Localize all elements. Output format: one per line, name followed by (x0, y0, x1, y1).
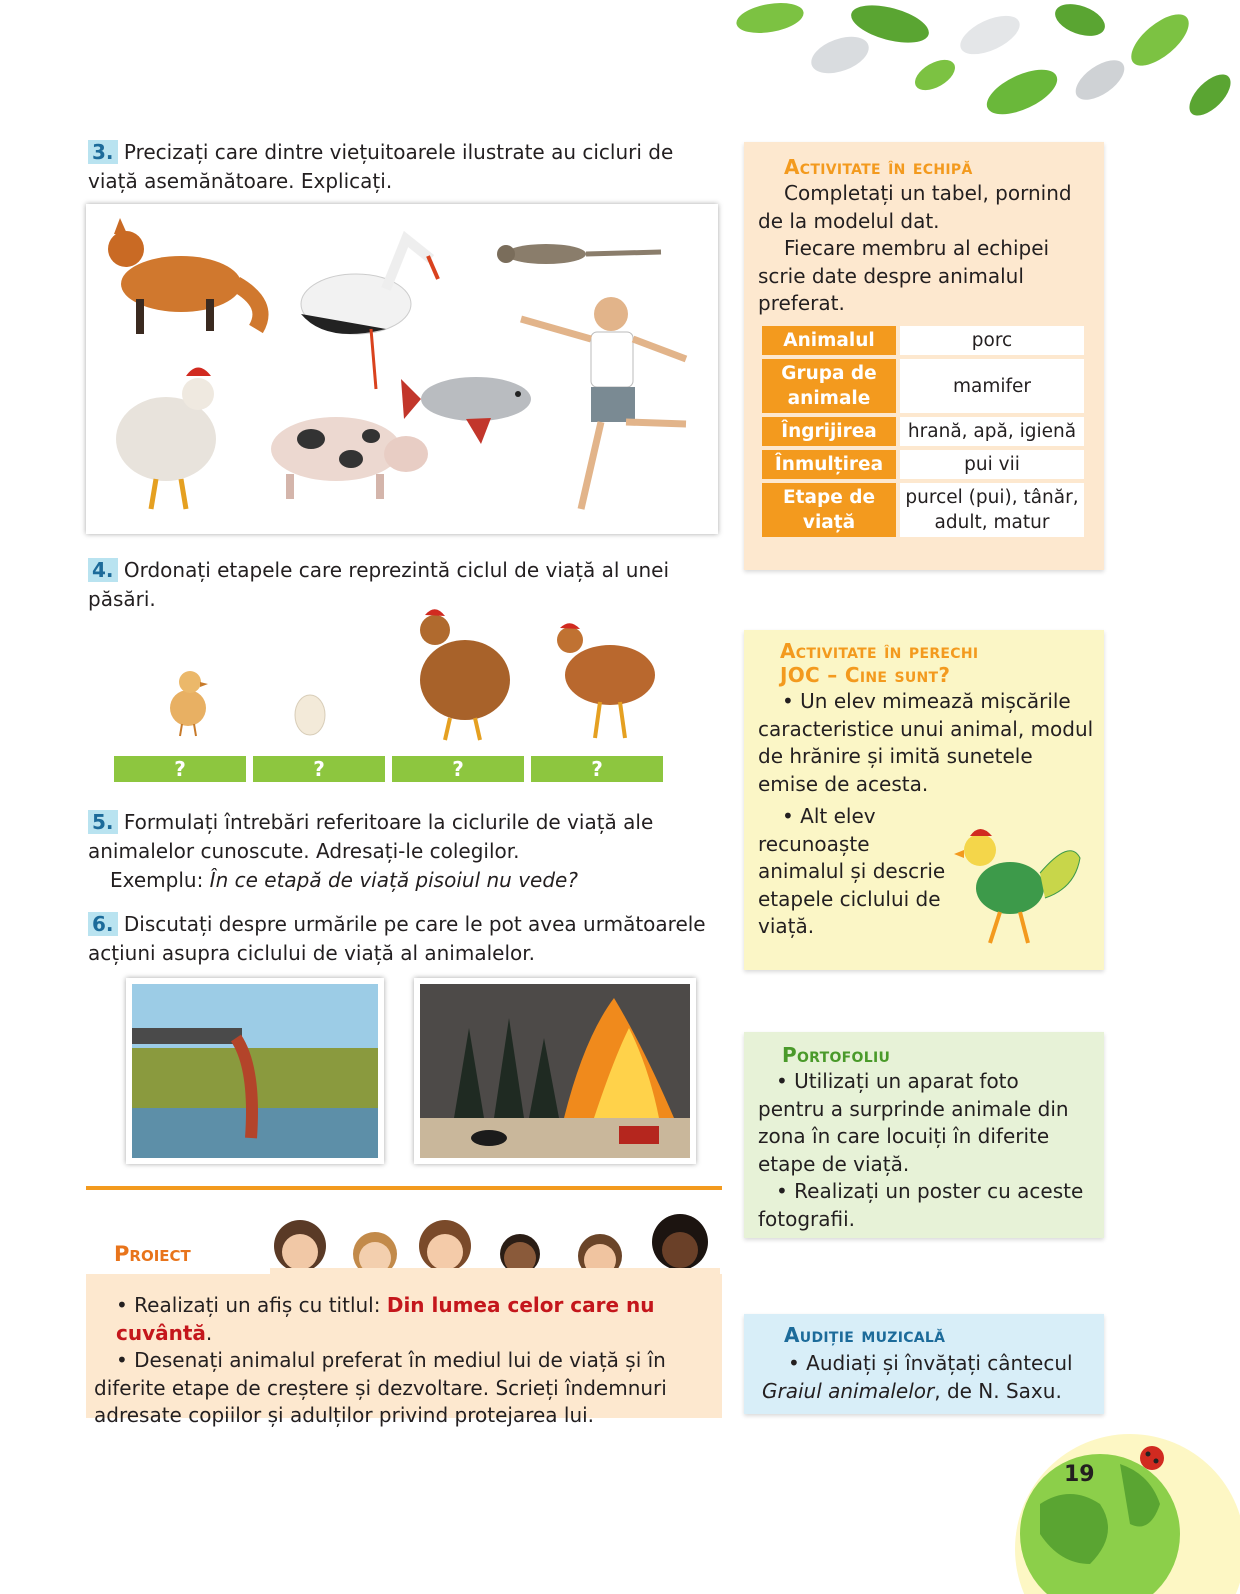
hen-image (420, 609, 510, 740)
animals-photo-collage (86, 204, 718, 534)
exercise-text: Precizați care dintre viețuitoarele ilustrate au cicluri de viață asemănătoare. Explicați. (88, 140, 674, 193)
pollution-photo (126, 978, 384, 1164)
pair-activity-bullet-1: • Un elev mimează mișcările caracteristice unui animal, modul de hrănire și imită sunetele emise de acesta. (758, 689, 1094, 796)
exercise-text: Ordonați etapele care reprezintă ciclul de viață al unei păsări. (88, 558, 670, 611)
stage-slot-1[interactable]: ? (114, 756, 246, 782)
exercise-number: 6. (88, 912, 118, 936)
chick-image (170, 671, 208, 736)
exercise-text: Discutați despre urmările pe care le pot avea următoarele acțiuni asupra ciclului de viață al animalelor. (88, 912, 706, 965)
table-value: hrană, apă, igienă (900, 417, 1084, 446)
exercise-text: Formulați întrebări referitoare la ciclurile de viață ale animalelor cunoscute. Adresați-le colegilor. (88, 810, 654, 863)
table-value: pui vii (900, 450, 1084, 479)
table-key: Înmulțirea (762, 450, 896, 479)
music-box (744, 1314, 1104, 1414)
pair-activity-title: Activitate în perechi (780, 639, 979, 663)
table-key: Etape de viață (762, 483, 896, 537)
bullet-suffix: . (205, 1320, 213, 1345)
team-activity-p1: Completați un tabel, pornind de la modelul dat. (758, 181, 1072, 233)
team-activity-box (744, 142, 1104, 570)
exercise-number: 3. (88, 140, 118, 164)
young-hen-image (557, 623, 655, 738)
table-key: Grupa de animale (762, 359, 896, 413)
portfolio-title: Portofoliu (782, 1043, 891, 1067)
leaves-decoration (730, 0, 1240, 130)
stage-slot-3[interactable]: ? (392, 756, 524, 782)
song-title: Graiul animalelor (762, 1378, 935, 1403)
pig-image (271, 417, 428, 499)
example-label: Exemplu: (110, 868, 204, 892)
stage-slot-4[interactable]: ? (531, 756, 663, 782)
song-author: , de N. Saxu. (934, 1378, 1062, 1403)
lizard-image (497, 244, 661, 264)
pair-activity-box (744, 630, 1104, 970)
table-value: mamifer (900, 359, 1084, 413)
table-key: Îngrijirea (762, 417, 896, 446)
exercise-6 (88, 910, 728, 968)
portfolio-bullet-1: • Utilizați un aparat foto pentru a surprinde animale din zona în care locuiți în diferite etape de viață. (758, 1069, 1069, 1176)
forest-fire-photo (414, 978, 696, 1164)
table-key: Animalul (762, 326, 896, 355)
table-value: purcel (pui), tânăr, adult, matur (900, 483, 1084, 537)
proiect-bullet-2: • Desenați animalul preferat în mediul lui de viață și în diferite etape de creștere și dezvoltare. Scrieți îndemnuri adresate copiilor și adulților privind protejarea lui. (94, 1348, 667, 1427)
table-value: porc (900, 326, 1084, 355)
chicken-stages-images (110, 600, 670, 750)
table-row (762, 450, 1084, 479)
exercise-3 (88, 138, 728, 196)
rooster-illustration (950, 818, 1090, 950)
divider (86, 1186, 722, 1190)
egg-image (295, 695, 325, 735)
globe-decoration (1010, 1424, 1240, 1594)
child-image (521, 297, 686, 509)
music-line-1: • Audiați și învățați cântecul (788, 1351, 1073, 1375)
table-row (762, 326, 1084, 355)
pair-activity-subtitle: JOC – Cine sunt? (780, 663, 951, 687)
model-table (758, 322, 1088, 541)
table-row (762, 417, 1084, 446)
proiect-box (86, 1274, 722, 1427)
team-activity-p2: Fiecare membru al echipei scrie date despre animalul preferat. (758, 236, 1050, 315)
poster-title: Din lumea celor care nu cuvântă (116, 1293, 655, 1345)
example-text: În ce etapă de viață pisoiul nu vede? (209, 868, 578, 892)
portfolio-box (744, 1032, 1104, 1238)
music-line-2 (762, 1378, 1092, 1406)
fox-image (108, 218, 261, 334)
table-row (762, 483, 1084, 537)
stork-image (301, 239, 438, 389)
rooster-image (116, 368, 216, 510)
proiect-title: Proiect (114, 1242, 191, 1266)
proiect-bullet-1 (94, 1292, 714, 1347)
exercise-number: 5. (88, 810, 118, 834)
portfolio-bullet-2: • Realizați un poster cu aceste fotografii. (758, 1179, 1084, 1231)
page-number: 19 (1064, 1462, 1095, 1487)
exercise-number: 4. (88, 558, 118, 582)
pair-activity-bullet-2: • Alt elev recunoaște animalul și descrie etapele ciclului de viață. (758, 804, 946, 938)
music-title: Audiție muzicală (784, 1323, 946, 1347)
bullet-text: • Realizați un afiș cu titlul: (116, 1293, 387, 1317)
stage-slot-2[interactable]: ? (253, 756, 385, 782)
team-activity-title: Activitate în echipă (784, 155, 973, 179)
table-row (762, 359, 1084, 413)
fish-image (401, 377, 531, 444)
exercise-5 (88, 808, 728, 895)
